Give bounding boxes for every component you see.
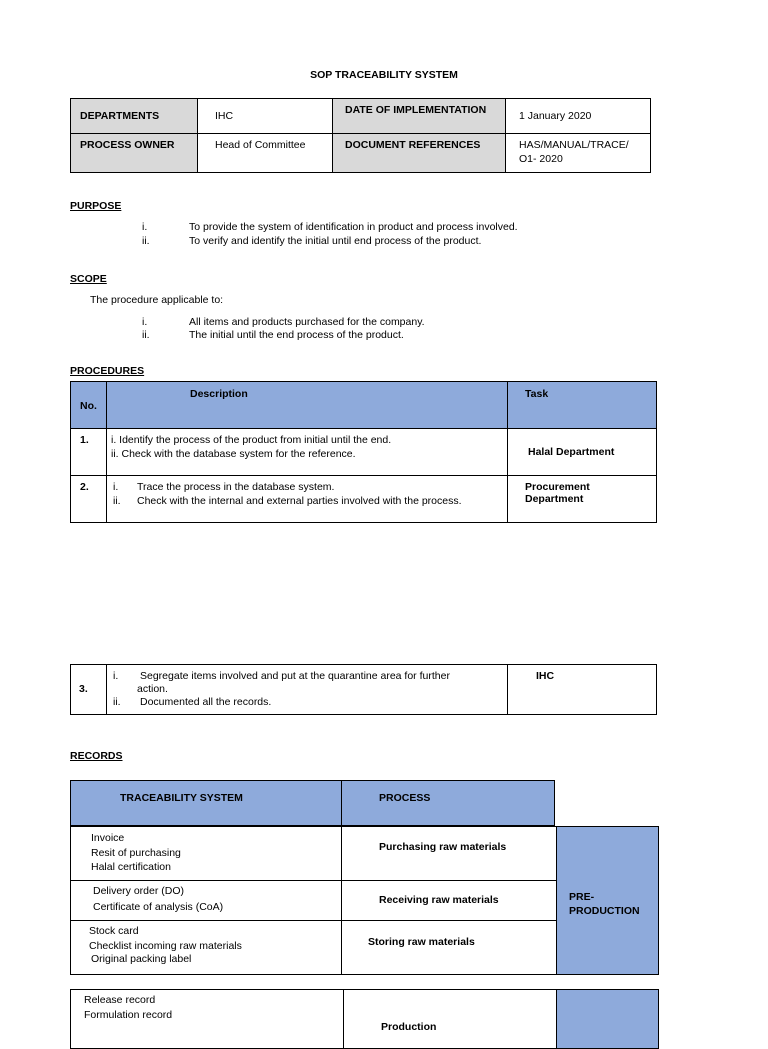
row-desc-line: Documented all the records. bbox=[140, 696, 272, 708]
record-docs-cell bbox=[71, 827, 342, 881]
record-docs-cell bbox=[71, 921, 342, 975]
record-doc: Release record bbox=[84, 994, 156, 1006]
row-desc-line: action. bbox=[137, 683, 168, 695]
stage-label-line1: PRE- bbox=[569, 891, 595, 903]
row-desc-line: i. Identify the process of the product from initial until the end. bbox=[111, 434, 392, 446]
record-docs-cell bbox=[71, 990, 344, 1049]
scope-item-num: ii. bbox=[142, 329, 150, 341]
col-no-header bbox=[71, 382, 107, 429]
row-desc-cell bbox=[107, 476, 508, 523]
owner-label-cell bbox=[71, 134, 198, 173]
records-heading: RECORDS bbox=[70, 750, 123, 762]
row-task: IHC bbox=[536, 670, 555, 682]
date-value: 1 January 2020 bbox=[519, 110, 592, 122]
purpose-item-text: To provide the system of identification in product and process involved. bbox=[189, 221, 518, 233]
record-doc: Certificate of analysis (CoA) bbox=[93, 901, 224, 913]
row-desc-line: ii. Check with the database system for the reference. bbox=[111, 448, 356, 460]
col-system-header bbox=[71, 781, 342, 826]
col-system-label: TRACEABILITY SYSTEM bbox=[120, 792, 243, 804]
row-desc-num: ii. bbox=[113, 696, 121, 708]
refs-label-cell bbox=[333, 134, 506, 173]
purpose-item-num: ii. bbox=[142, 235, 150, 247]
row-desc-line: Segregate items involved and put at the quarantine area for further bbox=[140, 670, 450, 682]
record-doc: Halal certification bbox=[91, 861, 171, 873]
date-label: DATE OF IMPLEMENTATION bbox=[345, 104, 487, 116]
owner-value-cell bbox=[198, 134, 333, 173]
row-desc-num: ii. bbox=[113, 495, 121, 507]
record-process: Storing raw materials bbox=[368, 936, 475, 948]
row-task-cell bbox=[508, 476, 657, 523]
purpose-heading: PURPOSE bbox=[70, 200, 122, 212]
scope-item-text: All items and products purchased for the company. bbox=[189, 316, 425, 328]
record-process-cell bbox=[344, 990, 557, 1049]
col-process-label: PROCESS bbox=[379, 792, 431, 804]
record-doc: Checklist incoming raw materials bbox=[89, 940, 242, 952]
departments-value-cell bbox=[198, 99, 333, 134]
stage-label-line2: PRODUCTION bbox=[569, 905, 640, 917]
record-doc: Formulation record bbox=[84, 1009, 173, 1021]
record-doc: Stock card bbox=[89, 925, 139, 937]
row-desc-num: i. bbox=[113, 481, 119, 493]
row-desc-line: Check with the internal and external parties involved with the process. bbox=[137, 495, 462, 507]
departments-label-cell bbox=[71, 99, 198, 134]
scope-intro: The procedure applicable to: bbox=[90, 294, 224, 306]
row-desc-line: Trace the process in the database system. bbox=[137, 481, 335, 493]
row-task-cell bbox=[508, 665, 657, 715]
row-desc-cell bbox=[107, 665, 508, 715]
record-process: Production bbox=[381, 1021, 437, 1033]
row-task: Procurement bbox=[525, 481, 590, 493]
record-doc: Delivery order (DO) bbox=[93, 885, 185, 897]
record-process: Purchasing raw materials bbox=[379, 841, 507, 853]
scope-heading: SCOPE bbox=[70, 273, 107, 285]
page-title: SOP TRACEABILITY SYSTEM bbox=[310, 69, 458, 81]
refs-label: DOCUMENT REFERENCES bbox=[345, 139, 481, 151]
owner-value: Head of Committee bbox=[215, 139, 306, 151]
record-process-cell bbox=[342, 827, 557, 881]
row-task: Halal Department bbox=[528, 446, 615, 458]
record-process: Receiving raw materials bbox=[379, 894, 499, 906]
row-desc-cell bbox=[107, 429, 508, 476]
row-no: 2. bbox=[80, 481, 89, 493]
procedures-table bbox=[70, 381, 657, 523]
date-value-cell bbox=[506, 99, 651, 134]
scope-item-num: i. bbox=[142, 316, 148, 328]
col-desc-header bbox=[107, 382, 508, 429]
col-task-label: Task bbox=[525, 388, 549, 400]
row-no: 3. bbox=[79, 683, 88, 695]
procedures-table-continued bbox=[70, 664, 657, 715]
records-table bbox=[70, 826, 659, 975]
records-header bbox=[70, 780, 555, 826]
col-desc-label: Description bbox=[190, 388, 248, 400]
col-process-header bbox=[342, 781, 555, 826]
record-process-cell bbox=[342, 881, 557, 921]
row-no-cell bbox=[71, 476, 107, 523]
procedures-heading: PROCEDURES bbox=[70, 365, 145, 377]
stage-cell bbox=[557, 990, 659, 1049]
record-docs-cell bbox=[71, 881, 342, 921]
purpose-item-num: i. bbox=[142, 221, 148, 233]
row-no-cell bbox=[71, 429, 107, 476]
refs-value-cell bbox=[506, 134, 651, 173]
record-doc: Original packing label bbox=[91, 953, 192, 965]
col-no-label: No. bbox=[80, 400, 97, 412]
col-task-header bbox=[508, 382, 657, 429]
row-task: Department bbox=[525, 493, 584, 505]
row-no: 1. bbox=[80, 434, 89, 446]
record-doc: Invoice bbox=[91, 832, 125, 844]
scope-item-text: The initial until the end process of the product. bbox=[189, 329, 404, 341]
record-doc: Resit of purchasing bbox=[91, 847, 181, 859]
row-task-cell bbox=[508, 429, 657, 476]
owner-label: PROCESS OWNER bbox=[80, 139, 175, 151]
row-no-cell bbox=[71, 665, 107, 715]
departments-value: IHC bbox=[215, 110, 234, 122]
row-desc-num: i. bbox=[113, 670, 119, 682]
stage-cell bbox=[557, 827, 659, 975]
record-process-cell bbox=[342, 921, 557, 975]
refs-value-line2: O1- 2020 bbox=[519, 153, 563, 165]
refs-value-line1: HAS/MANUAL/TRACE/ bbox=[519, 139, 629, 151]
purpose-item-text: To verify and identify the initial until end process of the product. bbox=[189, 235, 482, 247]
header-table bbox=[70, 98, 651, 173]
records-table-continued bbox=[70, 989, 659, 1049]
date-label-cell bbox=[333, 99, 506, 134]
departments-label: DEPARTMENTS bbox=[80, 110, 160, 122]
